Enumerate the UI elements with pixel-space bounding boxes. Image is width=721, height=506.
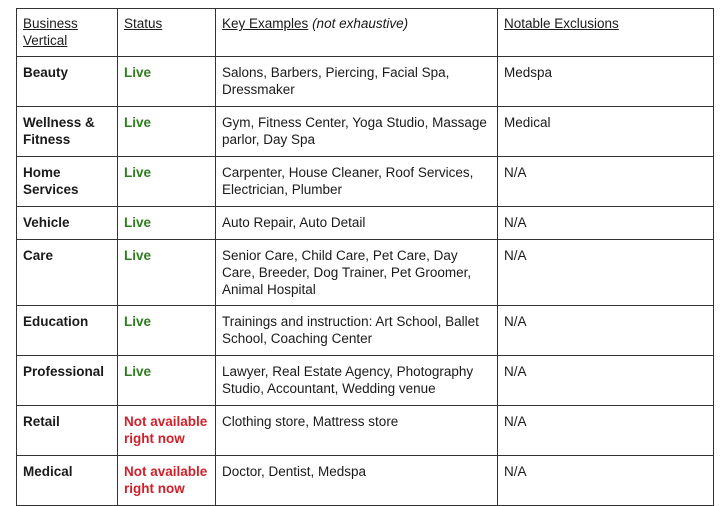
examples-cell: Trainings and instruction: Art School, Ballet School, Coaching Center [216, 306, 498, 356]
vertical-cell: Home Services [17, 157, 118, 207]
status-cell: Live [118, 107, 216, 157]
exclusions-cell: Medical [498, 107, 714, 157]
status-cell: Live [118, 240, 216, 306]
table-row [17, 456, 714, 506]
status-cell: Live [118, 57, 216, 107]
header-notable-exclusions: Notable Exclusions [498, 9, 714, 57]
examples-cell: Doctor, Dentist, Medspa [216, 456, 498, 506]
table-row [17, 107, 714, 157]
vertical-cell: Professional [17, 356, 118, 406]
header-key-examples-note: (not exhaustive) [312, 16, 409, 31]
header-status: Status [118, 9, 216, 57]
exclusions-cell: N/A [498, 406, 714, 456]
vertical-cell: Medical [17, 456, 118, 506]
vertical-cell: Education [17, 306, 118, 356]
exclusions-cell: N/A [498, 207, 714, 240]
vertical-cell: Wellness & Fitness [17, 107, 118, 157]
examples-cell: Auto Repair, Auto Detail [216, 207, 498, 240]
table-header-row [17, 9, 714, 57]
vertical-cell: Vehicle [17, 207, 118, 240]
exclusions-cell: N/A [498, 456, 714, 506]
exclusions-cell: N/A [498, 240, 714, 306]
examples-cell: Salons, Barbers, Piercing, Facial Spa, Dressmaker [216, 57, 498, 107]
vertical-cell: Retail [17, 406, 118, 456]
business-vertical-table [16, 8, 714, 506]
examples-cell: Senior Care, Child Care, Pet Care, Day Care, Breeder, Dog Trainer, Pet Groomer, Animal Hospital [216, 240, 498, 306]
exclusions-cell: Medspa [498, 57, 714, 107]
table-row [17, 240, 714, 306]
exclusions-cell: N/A [498, 157, 714, 207]
examples-cell: Carpenter, House Cleaner, Roof Services, Electrician, Plumber [216, 157, 498, 207]
exclusions-cell: N/A [498, 306, 714, 356]
table-row [17, 406, 714, 456]
table-row [17, 57, 714, 107]
business-vertical-table-container [16, 8, 713, 506]
vertical-cell: Care [17, 240, 118, 306]
table-row [17, 207, 714, 240]
table-row [17, 306, 714, 356]
status-cell: Live [118, 157, 216, 207]
vertical-cell: Beauty [17, 57, 118, 107]
status-cell: Not available right now [118, 406, 216, 456]
table-row [17, 157, 714, 207]
examples-cell: Lawyer, Real Estate Agency, Photography Studio, Accountant, Wedding venue [216, 356, 498, 406]
header-key-examples: Key Examples (not exhaustive) [216, 9, 498, 57]
exclusions-cell: N/A [498, 356, 714, 406]
header-business-vertical: Business Vertical [17, 9, 118, 57]
status-cell: Live [118, 207, 216, 240]
examples-cell: Clothing store, Mattress store [216, 406, 498, 456]
status-cell: Live [118, 356, 216, 406]
examples-cell: Gym, Fitness Center, Yoga Studio, Massage parlor, Day Spa [216, 107, 498, 157]
status-cell: Live [118, 306, 216, 356]
table-row [17, 356, 714, 406]
status-cell: Not available right now [118, 456, 216, 506]
